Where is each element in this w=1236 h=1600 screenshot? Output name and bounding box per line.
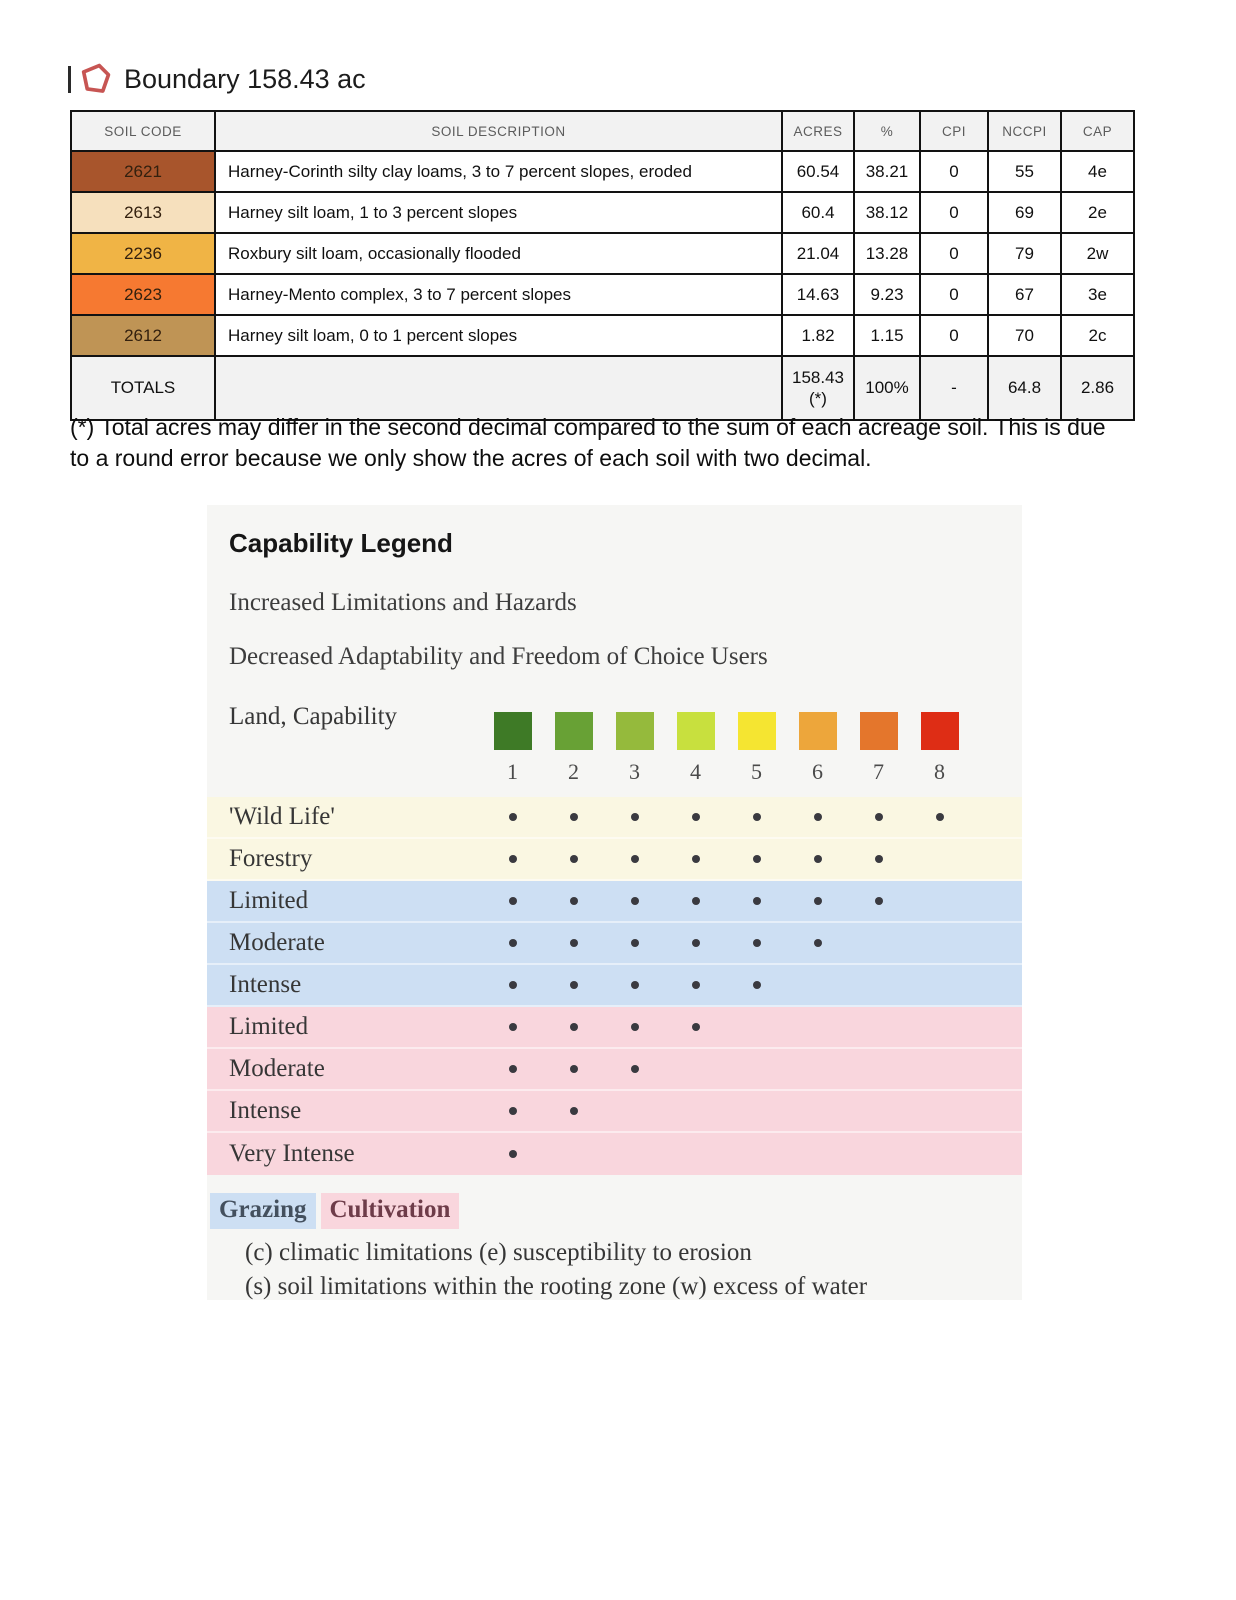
matrix-cell: [665, 855, 726, 863]
matrix-cell: [665, 981, 726, 989]
table-footnote: (*) Total acres may differ in the second decimal compared to the sum of each acreage soil. This is due to a round error because we only show the acres of each soil with two decimal.: [70, 414, 1106, 471]
capability-dot: [753, 981, 761, 989]
capability-dot: [631, 813, 639, 821]
matrix-cell: [543, 939, 604, 947]
cap-cell: 3e: [1061, 274, 1134, 315]
capability-dot: [570, 1023, 578, 1031]
capability-dot: [753, 939, 761, 947]
boundary-header: [68, 62, 366, 96]
capability-dot: [753, 897, 761, 905]
matrix-cell: [604, 813, 665, 821]
matrix-cell: [665, 897, 726, 905]
legend-subtitle-adaptability: Decreased Adaptability and Freedom of Choice Users: [229, 643, 768, 670]
capability-dot: [509, 897, 517, 905]
matrix-cell: [482, 1023, 543, 1031]
legend-note-soil-water: (s) soil limitations within the rooting zone (w) excess of water: [245, 1273, 868, 1300]
capability-dot: [692, 981, 700, 989]
matrix-row: [207, 965, 1022, 1007]
matrix-row: [207, 797, 1022, 839]
matrix-cell: [604, 1023, 665, 1031]
percent-cell: 1.15: [854, 315, 920, 356]
capability-scale-number: 4: [690, 759, 701, 784]
matrix-row-label: Intense: [229, 1097, 302, 1124]
percent-cell: 38.12: [854, 192, 920, 233]
matrix-cell: [726, 855, 787, 863]
cpi-cell: 0: [920, 192, 988, 233]
matrix-cell: [848, 897, 909, 905]
cap-cell: 2e: [1061, 192, 1134, 233]
capability-dot: [570, 1065, 578, 1073]
key-cultivation: Cultivation: [321, 1193, 460, 1229]
capability-dot: [570, 897, 578, 905]
capability-dot: [509, 981, 517, 989]
matrix-cell: [848, 813, 909, 821]
nccpi-cell: 55: [988, 151, 1061, 192]
capability-dot: [875, 855, 883, 863]
acres-cell: 60.54: [782, 151, 854, 192]
capability-scale-number: 3: [629, 759, 640, 784]
capability-scale-square: [921, 712, 959, 750]
capability-dot: [631, 939, 639, 947]
col-cpi: CPI: [920, 111, 988, 151]
cpi-cell: 0: [920, 315, 988, 356]
matrix-row-label: Forestry: [229, 845, 313, 872]
capability-dot: [814, 939, 822, 947]
capability-dot: [692, 813, 700, 821]
matrix-cell: [543, 1065, 604, 1073]
capability-dot: [509, 1107, 517, 1115]
capability-scale-square: [738, 712, 776, 750]
soil-table-body: [71, 151, 1134, 420]
col-soil-description: SOIL DESCRIPTION: [215, 111, 782, 151]
matrix-row-label: 'Wild Life': [229, 803, 335, 830]
acres-cell: 21.04: [782, 233, 854, 274]
capability-scale-square: [616, 712, 654, 750]
percent-cell: 9.23: [854, 274, 920, 315]
matrix-row-label: Limited: [229, 1013, 309, 1040]
totals-description-cell: [215, 356, 782, 420]
capability-dot: [814, 897, 822, 905]
capability-scale-number: 7: [873, 759, 884, 784]
table-row: [71, 274, 1134, 315]
col-soil-code: SOIL CODE: [71, 111, 215, 151]
nccpi-cell: 79: [988, 233, 1061, 274]
matrix-cell: [726, 981, 787, 989]
col-cap: CAP: [1061, 111, 1134, 151]
capability-scale-squares: [482, 712, 970, 750]
matrix-row-label: Intense: [229, 971, 302, 998]
capability-dot: [692, 1023, 700, 1031]
header-row: [71, 111, 1134, 151]
table-row: [71, 233, 1134, 274]
table-row: [71, 192, 1134, 233]
soil-description-cell: Harney-Mento complex, 3 to 7 percent slopes: [215, 274, 782, 315]
cap-cell: 2c: [1061, 315, 1134, 356]
matrix-row-label: Moderate: [229, 929, 325, 956]
capability-scale-square: [555, 712, 593, 750]
totals-nccpi-cell: 64.8: [988, 356, 1061, 420]
matrix-cell: [543, 813, 604, 821]
matrix-cell: [787, 855, 848, 863]
matrix-cell: [482, 813, 543, 821]
matrix-cell: [604, 1065, 665, 1073]
col-percent: %: [854, 111, 920, 151]
capability-dot: [753, 855, 761, 863]
legend-note-climatic-erosion: (c) climatic limitations (e) susceptibility to erosion: [245, 1239, 752, 1266]
legend-key-row: [210, 1193, 459, 1229]
capability-dot: [509, 1023, 517, 1031]
capability-dot: [570, 939, 578, 947]
soil-code-cell: 2613: [71, 192, 215, 233]
capability-dot: [509, 1065, 517, 1073]
matrix-cell: [482, 1150, 543, 1158]
acres-cell: 14.63: [782, 274, 854, 315]
matrix-cell: [787, 897, 848, 905]
totals-percent-cell: 100%: [854, 356, 920, 420]
header-divider-bar: [68, 66, 71, 93]
table-row: [71, 315, 1134, 356]
capability-dot: [509, 939, 517, 947]
matrix-cell: [665, 813, 726, 821]
matrix-cell: [665, 1023, 726, 1031]
capability-scale-square: [494, 712, 532, 750]
matrix-row-label: Limited: [229, 887, 309, 914]
matrix-cell: [604, 939, 665, 947]
soil-table: [70, 110, 1135, 421]
capability-dot: [570, 813, 578, 821]
soil-code-cell: 2612: [71, 315, 215, 356]
capability-scale-number: 2: [568, 759, 579, 784]
legend-subtitle-limitations: Increased Limitations and Hazards: [229, 589, 577, 616]
capability-dot: [509, 1150, 517, 1158]
col-nccpi: NCCPI: [988, 111, 1061, 151]
soil-table-header: [71, 111, 1134, 151]
capability-dot: [631, 897, 639, 905]
matrix-cell: [543, 1107, 604, 1115]
soil-description-cell: Harney silt loam, 1 to 3 percent slopes: [215, 192, 782, 233]
matrix-cell: [909, 813, 970, 821]
percent-cell: 13.28: [854, 233, 920, 274]
capability-dot: [631, 981, 639, 989]
capability-dot: [753, 813, 761, 821]
matrix-row: [207, 1049, 1022, 1091]
nccpi-cell: 69: [988, 192, 1061, 233]
capability-dot: [570, 981, 578, 989]
capability-dot: [631, 1023, 639, 1031]
soil-description-cell: Roxbury silt loam, occasionally flooded: [215, 233, 782, 274]
matrix-row: [207, 1091, 1022, 1133]
boundary-polygon-icon: [78, 62, 112, 96]
capability-dot: [814, 813, 822, 821]
acres-cell: 60.4: [782, 192, 854, 233]
boundary-title: Boundary 158.43 ac: [124, 63, 366, 94]
table-row: [71, 151, 1134, 192]
soil-description-cell: Harney-Corinth silty clay loams, 3 to 7 percent slopes, eroded: [215, 151, 782, 192]
capability-dot: [692, 855, 700, 863]
totals-label-cell: TOTALS: [71, 356, 215, 420]
capability-dot: [570, 1107, 578, 1115]
matrix-cell: [543, 1023, 604, 1031]
capability-dot: [936, 813, 944, 821]
matrix-cell: [543, 981, 604, 989]
matrix-cell: [482, 981, 543, 989]
capability-dot: [631, 855, 639, 863]
matrix-cell: [848, 855, 909, 863]
soil-code-cell: 2623: [71, 274, 215, 315]
capability-scale-number: 1: [507, 759, 518, 784]
matrix-row: [207, 1007, 1022, 1049]
matrix-cell: [787, 939, 848, 947]
legend-title: Capability Legend: [229, 528, 453, 558]
capability-scale-number: 8: [934, 759, 945, 784]
col-acres: ACRES: [782, 111, 854, 151]
matrix-cell: [726, 939, 787, 947]
acres-cell: 1.82: [782, 315, 854, 356]
capability-dot: [875, 813, 883, 821]
capability-dot: [814, 855, 822, 863]
capability-dot: [692, 897, 700, 905]
matrix-row-label: Moderate: [229, 1055, 325, 1082]
soil-code-cell: 2621: [71, 151, 215, 192]
matrix-row: [207, 1133, 1022, 1175]
capability-scale-square: [799, 712, 837, 750]
capability-scale-number: 6: [812, 759, 823, 784]
capability-dot: [631, 1065, 639, 1073]
capability-scale-numbers: [482, 759, 970, 785]
nccpi-cell: 70: [988, 315, 1061, 356]
cpi-cell: 0: [920, 233, 988, 274]
matrix-cell: [726, 813, 787, 821]
matrix-cell: [604, 855, 665, 863]
cap-cell: 2w: [1061, 233, 1134, 274]
soil-code-cell: 2236: [71, 233, 215, 274]
capability-dot: [570, 855, 578, 863]
capability-matrix: [207, 797, 1022, 1175]
matrix-cell: [482, 939, 543, 947]
totals-row: [71, 356, 1134, 420]
capability-scale-square: [860, 712, 898, 750]
totals-cpi-cell: -: [920, 356, 988, 420]
matrix-cell: [604, 897, 665, 905]
legend-notes: [245, 1236, 867, 1304]
matrix-cell: [665, 939, 726, 947]
matrix-row: [207, 839, 1022, 881]
totals-cap-cell: 2.86: [1061, 356, 1134, 420]
capability-dot: [509, 813, 517, 821]
matrix-cell: [543, 855, 604, 863]
key-grazing: Grazing: [210, 1193, 316, 1229]
totals-acres-cell: 158.43(*): [782, 356, 854, 420]
capability-dot: [875, 897, 883, 905]
cpi-cell: 0: [920, 151, 988, 192]
matrix-cell: [543, 897, 604, 905]
matrix-cell: [482, 1107, 543, 1115]
cap-cell: 4e: [1061, 151, 1134, 192]
cpi-cell: 0: [920, 274, 988, 315]
land-capability-label: Land, Capability: [229, 703, 398, 730]
matrix-cell: [482, 1065, 543, 1073]
matrix-row: [207, 881, 1022, 923]
capability-dot: [692, 939, 700, 947]
capability-legend-panel: [207, 505, 1022, 1300]
capability-scale-number: 5: [751, 759, 762, 784]
matrix-cell: [482, 855, 543, 863]
capability-scale-square: [677, 712, 715, 750]
capability-dot: [509, 855, 517, 863]
nccpi-cell: 67: [988, 274, 1061, 315]
percent-cell: 38.21: [854, 151, 920, 192]
matrix-cell: [726, 897, 787, 905]
soil-description-cell: Harney silt loam, 0 to 1 percent slopes: [215, 315, 782, 356]
matrix-row-label: Very Intense: [229, 1140, 355, 1167]
matrix-cell: [787, 813, 848, 821]
matrix-row: [207, 923, 1022, 965]
matrix-cell: [482, 897, 543, 905]
matrix-cell: [604, 981, 665, 989]
